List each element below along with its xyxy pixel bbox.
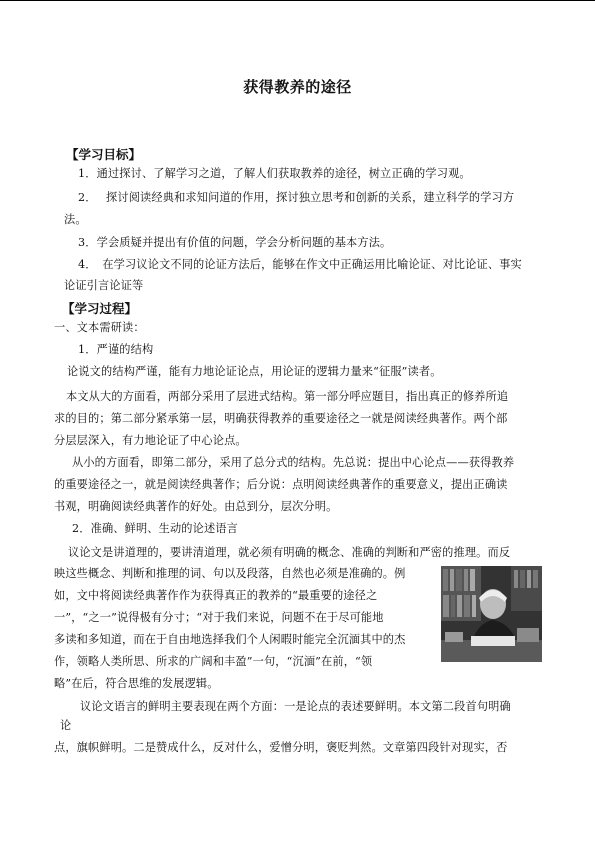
author-photo: [441, 566, 542, 662]
paragraph-line: 作，领略人类所思、所求的广阔和丰盈”一句，“沉湎”在前，“领: [54, 655, 373, 668]
section-heading-goals: 【学习目标】: [66, 147, 142, 162]
goal-2-line1: 2． 探讨阅读经典和求知问道的作用，探讨独立思考和创新的关系，建立科学的学习方: [78, 191, 515, 204]
subheading-structure: 1．严谨的结构: [78, 343, 154, 356]
goal-3: 3．学会质疑并提出有价值的问题，学会分析问题的基本方法。: [78, 236, 392, 249]
paragraph-line: 分层层深入，有力地论证了中心论点。: [54, 434, 247, 447]
goal-4-line2: 论证引言论证等: [64, 279, 144, 292]
paragraph-line: 论: [60, 719, 72, 732]
paragraph-line: 一”，“之一”说得极有分寸；“对于我们来说，问题不在于尽可能地: [54, 611, 384, 624]
paragraph-line: 议论文是讲道理的，要讲清道理，就必须有明确的概念、准确的判断和严密的推理。而反: [68, 546, 511, 559]
study-heading: 一、文本需研读：: [54, 321, 145, 334]
goal-2-line2: 法。: [64, 213, 87, 226]
goal-4-line1: 4． 在学习议论文不同的论证方法后，能够在作文中正确运用比喻论证、对比论证、事实: [78, 258, 522, 271]
paragraph-line: 求的目的；第二部分紧承第一层，明确获得教养的重要途径之一就是阅读经典著作。两个部: [54, 412, 508, 425]
paragraph-line: 的重要途径之一，就是阅读经典著作；后分说：点明阅读经典著作的重要意义，提出正确读: [54, 478, 508, 491]
paragraph-line: 如，文中将阅读经典著作作为获得真正的教养的“最重要的途径之: [54, 589, 378, 602]
paragraph-line: 略”在后，符合思维的发展逻辑。: [54, 677, 219, 690]
paragraph-line: 本文从大的方面看，两部分采用了层进式结构。第一部分呼应题目，指出真正的修养所追: [66, 390, 509, 403]
paragraph-line: 书观，明确阅读经典著作的好处。由总到分，层次分明。: [54, 500, 338, 513]
paragraph-line: 多读和多知道，而在于自由地选择我们个人闲暇时能完全沉湎其中的杰: [54, 633, 406, 646]
paragraph-line: 论说文的结构严谨，能有力地论证论点，用论证的逻辑力量来“征服”读者。: [67, 365, 442, 378]
paragraph-line: 映这些概念、判断和推理的词、句以及段落，自然也必须是准确的。例: [54, 567, 406, 580]
goal-1: 1．通过探讨、了解学习之道，了解人们获取教养的途径，树立正确的学习观。: [78, 167, 471, 180]
paragraph-line: 议论文语言的鲜明主要表现在两个方面：一是论点的表述要鲜明。本文第二段首句明确: [80, 700, 511, 713]
paragraph-line: 点，旗帜鲜明。二是赞成什么，反对什么，爱憎分明，褒贬判然。文章第四段针对现实，否: [54, 741, 508, 754]
header-rule: [0, 0, 595, 1]
section-heading-process: 【学习过程】: [62, 301, 138, 316]
subheading-language: 2．准确、鲜明、生动的论述语言: [72, 522, 238, 535]
page-title: 获得教养的途径: [243, 78, 352, 96]
paragraph-line: 从小的方面看，即第二部分，采用了总分式的结构。先总说：提出中心论点——获得教养: [72, 456, 515, 469]
